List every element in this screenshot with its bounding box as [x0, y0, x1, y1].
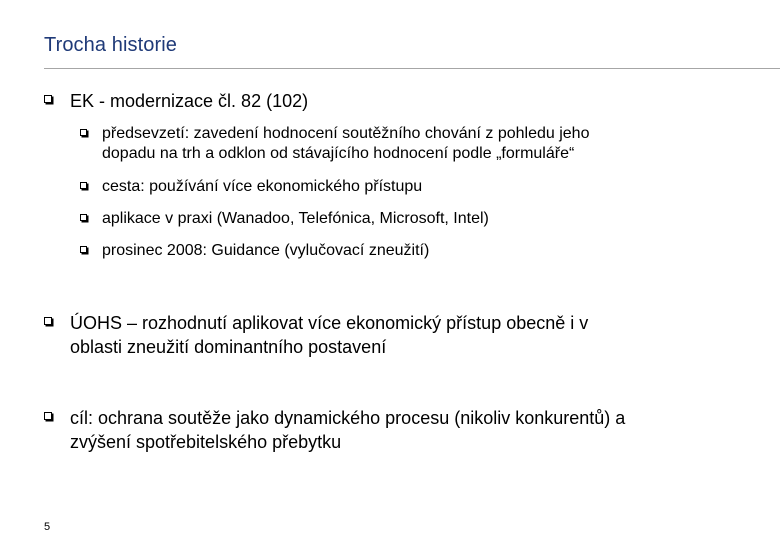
bullet-item-uohs — [44, 311, 588, 359]
sub-bullet-text: prosinec 2008: Guidance (vylučovací zneužití) — [102, 242, 430, 259]
slide-title: Trocha historie — [44, 34, 178, 56]
bullet-text-line-1: cíl: ochrana soutěže jako dynamického procesu (nikoliv konkurentů) a — [70, 408, 626, 428]
bullet-item-goal — [44, 406, 625, 454]
sub-bullet-text: aplikace v praxi (Wanadoo, Telefónica, Microsoft, Intel) — [102, 210, 489, 227]
sub-bullet-item-practice — [80, 209, 489, 229]
sub-bullet-text-line-2: dopadu na trh a odklon od stávajícího hodnocení podle „formuláře“ — [102, 145, 575, 162]
square-bullet-icon — [44, 95, 52, 103]
page-number: 5 — [44, 521, 51, 533]
square-bullet-icon — [44, 412, 52, 420]
square-bullet-icon — [80, 246, 87, 253]
sub-bullet-item-commitment — [80, 124, 589, 164]
sub-bullet-text: cesta: používání více ekonomického přístupu — [102, 178, 423, 195]
bullet-text-line-1: ÚOHS – rozhodnutí aplikovat více ekonomický přístup obecně i v — [70, 313, 589, 333]
title-divider — [44, 68, 780, 69]
bullet-text-line-2: zvýšení spotřebitelského přebytku — [70, 432, 342, 452]
square-bullet-icon — [80, 129, 87, 136]
sub-bullet-item-approach — [80, 177, 422, 197]
square-bullet-icon — [44, 317, 52, 325]
square-bullet-icon — [80, 214, 87, 221]
sub-bullet-item-guidance — [80, 241, 429, 261]
square-bullet-icon — [80, 182, 87, 189]
bullet-text-line-2: oblasti zneužití dominantního postavení — [70, 337, 387, 357]
bullet-item-ek-modernization — [44, 89, 308, 113]
sub-bullet-text-line-1: předsevzetí: zavedení hodnocení soutěžního chování z pohledu jeho — [102, 125, 590, 142]
bullet-text: EK - modernizace čl. 82 (102) — [70, 91, 309, 111]
